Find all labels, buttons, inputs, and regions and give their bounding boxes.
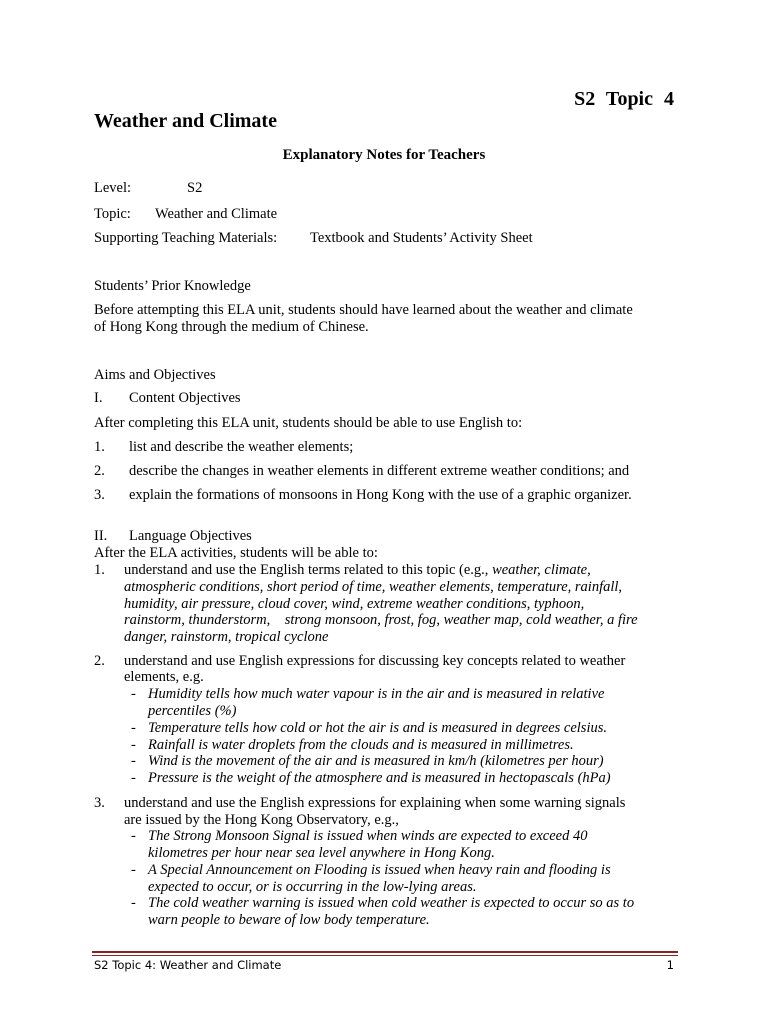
language-objectives-intro: After the ELA activities, students will be able to: — [94, 545, 378, 561]
content-objectives-number: I. — [94, 390, 103, 406]
example-line: Humidity tells how much water vapour is in the air and is measured in relative — [148, 686, 605, 702]
list-item-number: 2. — [94, 463, 105, 479]
dash-bullet: - — [131, 770, 136, 786]
materials-label: Supporting Teaching Materials: — [94, 230, 278, 246]
term-list-line: atmospheric conditions, short period of time, weather elements, temperature, rainfall, — [124, 579, 623, 595]
example-line: Rainfall is water droplets from the clouds and is measured in millimetres. — [148, 737, 574, 753]
list-item-number: 3. — [94, 487, 105, 503]
materials-value: Textbook and Students’ Activity Sheet — [310, 230, 533, 246]
example-line: kilometres per hour near sea level anywhere in Hong Kong. — [148, 845, 495, 861]
example-line: The Strong Monsoon Signal is issued when winds are expected to exceed 40 — [148, 828, 588, 844]
term-list-line: weather, climate, — [492, 562, 591, 578]
dash-bullet: - — [131, 737, 136, 753]
example-line: The cold weather warning is issued when cold weather is expected to occur so as to — [148, 895, 635, 911]
footer-title: S2 Topic 4: Weather and Climate — [94, 958, 282, 972]
prior-knowledge-line: of Hong Kong through the medium of Chinese. — [94, 319, 369, 335]
topic-value: Weather and Climate — [155, 206, 278, 222]
list-item-text: understand and use English expressions for discussing key concepts related to weather — [124, 653, 626, 669]
example-line: Temperature tells how cold or hot the air is and is measured in degrees celsius. — [148, 720, 608, 736]
list-item-text — [124, 562, 684, 579]
level-value: S2 — [187, 180, 203, 196]
document-subtitle: Explanatory Notes for Teachers — [282, 147, 486, 163]
example-line: percentiles (%) — [148, 703, 237, 719]
prior-knowledge-heading: Students’ Prior Knowledge — [94, 278, 251, 294]
dash-bullet: - — [131, 753, 136, 769]
language-objectives-number: II. — [94, 528, 108, 544]
dash-bullet: - — [131, 862, 136, 878]
term-list-line: danger, rainstorm, tropical cyclone — [124, 629, 329, 645]
footer-rule — [92, 955, 678, 956]
list-item-lead: understand and use the English terms related to this topic (e.g., — [124, 562, 493, 578]
list-item-text: understand and use the English expressions for explaining when some warning signals — [124, 795, 626, 811]
level-label: Level: — [94, 180, 132, 196]
topic-number: S2 Topic 4 — [574, 88, 674, 110]
aims-heading: Aims and Objectives — [94, 367, 216, 383]
dash-bullet: - — [131, 895, 136, 911]
example-line: Wind is the movement of the air and is measured in km/h (kilometres per hour) — [148, 753, 604, 769]
language-objectives-heading: Language Objectives — [129, 528, 252, 544]
list-item-text: describe the changes in weather elements in different extreme weather conditions; and — [129, 463, 630, 479]
content-objectives-intro: After completing this ELA unit, students should be able to use English to: — [94, 415, 523, 431]
dash-bullet: - — [131, 686, 136, 702]
list-item-text: explain the formations of monsoons in Hong Kong with the use of a graphic organizer. — [129, 487, 632, 503]
content-objectives-heading: Content Objectives — [129, 390, 241, 406]
example-line: Pressure is the weight of the atmosphere and is measured in hectopascals (hPa) — [148, 770, 611, 786]
example-line: warn people to beware of low body temperature. — [148, 912, 430, 928]
list-item-number: 1. — [94, 562, 105, 578]
term-list-line: humidity, air pressure, cloud cover, wind, extreme weather conditions, typhoon, — [124, 596, 585, 612]
list-item-text: are issued by the Hong Kong Observatory, e.g., — [124, 812, 399, 828]
prior-knowledge-line: Before attempting this ELA unit, students should have learned about the weather and climate — [94, 302, 633, 318]
example-line: A Special Announcement on Flooding is issued when heavy rain and flooding is — [148, 862, 611, 878]
document-title: Weather and Climate — [94, 110, 277, 132]
list-item-number: 3. — [94, 795, 105, 811]
list-item-text: list and describe the weather elements; — [129, 439, 354, 455]
dash-bullet: - — [131, 828, 136, 844]
page-number: 1 — [666, 958, 674, 972]
list-item-text: elements, e.g. — [124, 669, 204, 685]
list-item-number: 1. — [94, 439, 105, 455]
list-item-number: 2. — [94, 653, 105, 669]
topic-label: Topic: — [94, 206, 131, 222]
dash-bullet: - — [131, 720, 136, 736]
example-line: expected to occur, or is occurring in the low-lying areas. — [148, 879, 477, 895]
footer-rule — [92, 951, 678, 953]
term-list-line: rainstorm, thunderstorm, strong monsoon, frost, fog, weather map, cold weather, a fire — [124, 612, 638, 628]
